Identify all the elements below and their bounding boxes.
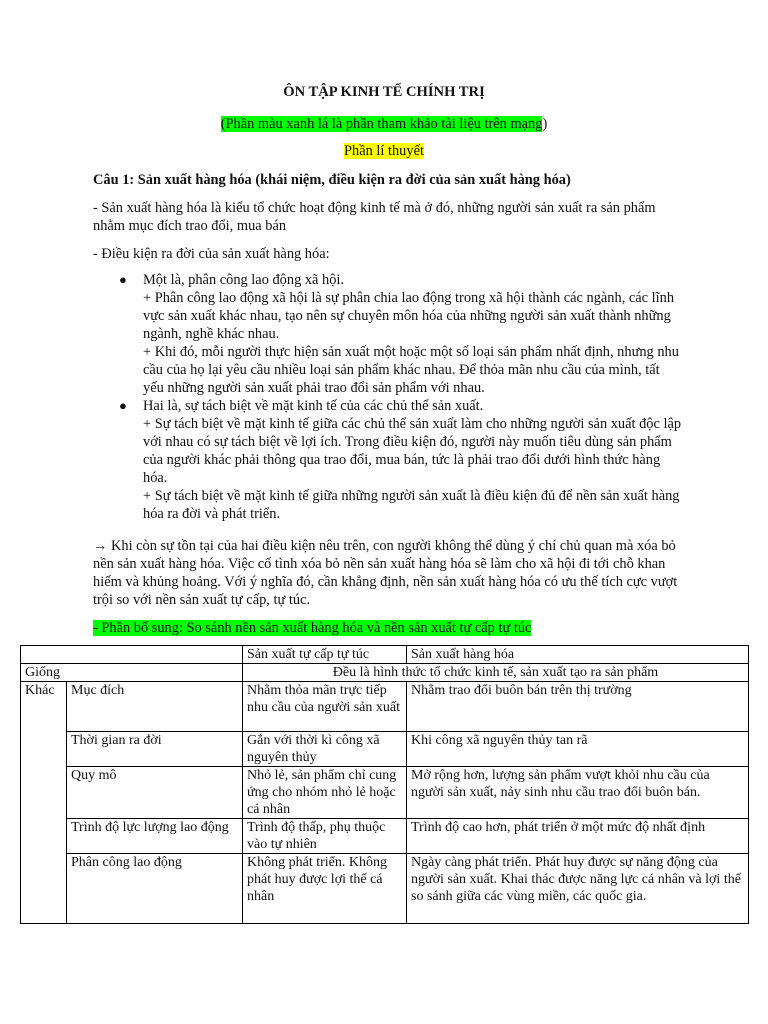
table-row <box>21 767 749 819</box>
conclusion-text: Khi còn sự tồn tại của hai điều kiện nêu trên, con người không thể dùng ý chí chủ quan mà xóa bỏ nền sản xuất hàng hóa. Việc cố tình xóa bỏ nền sản xuất hàng hóa sẽ làm cho xã hội đi tới chỗ khan hiếm và khủng hoảng. Với ý nghĩa đó, cần khẳng định, nền sản xuất hàng hóa có ưu thế tích cực vượt trội so với nền sản xuất tự cấp, tự túc. <box>93 538 678 608</box>
table-row <box>21 732 749 767</box>
criterion-cell: Trình độ lực lượng lao động <box>67 819 243 854</box>
conclusion-paragraph <box>93 537 683 609</box>
section-heading <box>0 143 768 160</box>
table-row <box>21 682 749 732</box>
bullet-line: + Sự tách biệt về mặt kinh tế giữa các chủ thể sản xuất làm cho những người sản xuất độc lập với nhau có sự tách biệt về lợi ích. Trong điều kiện đó, người này muốn tiêu dùng sản phẩm của người khác phải thông qua trao đổi, mua bán, tức là phải trao đổi dưới hình thức hàng hóa. <box>143 416 682 486</box>
subsistence-cell: Trình độ thấp, phụ thuộc vào tự nhiên <box>243 819 407 854</box>
list-item <box>0 271 683 397</box>
criterion-cell: Thời gian ra đời <box>67 732 243 767</box>
reference-note-close: ) <box>542 116 548 132</box>
table-row <box>21 819 749 854</box>
subsistence-cell: Gắn với thời kì công xã nguyên thủy <box>243 732 407 767</box>
table-header-row <box>21 646 749 664</box>
list-item <box>0 397 683 523</box>
diff-label: Khác <box>21 682 67 924</box>
supplement-heading <box>93 619 683 637</box>
commodity-cell: Mở rộng hơn, lượng sản phẩm vượt khỏi nhu cầu của người sản xuất, nảy sinh nhu cầu trao đổi buôn bán. <box>407 767 749 819</box>
subsistence-cell: Nhỏ lẻ, sản phẩm chỉ cung ứng cho nhóm nhỏ lẻ hoặc cá nhân <box>243 767 407 819</box>
bullet-line: Hai là, sự tách biệt về mặt kinh tế của các chủ thể sản xuất. <box>143 398 484 414</box>
subsistence-cell: Không phát triển. Không phát huy được lợi thế cá nhân <box>243 854 407 924</box>
commodity-cell: Khi công xã nguyên thủy tan rã <box>407 732 749 767</box>
bullet-line: + Sự tách biệt về mặt kinh tế giữa những người sản xuất là điều kiện đủ để nền sản xuất hàng hóa ra đời và phát triển. <box>143 488 680 522</box>
bullet-icon: ● <box>119 272 127 287</box>
table-row-same <box>21 664 749 682</box>
conditions-intro: - Điều kiện ra đời của sản xuất hàng hóa: <box>93 246 330 262</box>
question-heading: Câu 1: Sản xuất hàng hóa (khái niệm, điều kiện ra đời của sản xuất hàng hóa) <box>93 172 571 188</box>
supplement-heading-text: - Phần bổ sung: So sánh nền sản xuất hàng hóa và nền sản xuất tự cấp tự túc <box>93 620 532 636</box>
bullet-line: Một là, phân công lao động xã hội. <box>143 272 345 288</box>
commodity-cell: Ngày càng phát triển. Phát huy được sự năng động của người sản xuất. Khai thác được năng lực cá nhân và lợi thế so sánh giữa các vùng miền, các quốc gia. <box>407 854 749 924</box>
definition-paragraph: - Sản xuất hàng hóa là kiểu tổ chức hoạt động kinh tế mà ở đó, những người sản xuất ra sản phẩm nhằm mục đích trao đổi, mua bán <box>93 200 656 234</box>
criterion-cell: Mục đích <box>67 682 243 732</box>
same-label: Giống <box>21 664 243 682</box>
subsistence-cell: Nhằm thỏa mãn trực tiếp nhu cầu của người sản xuất <box>243 682 407 732</box>
header-commodity: Sản xuất hàng hóa <box>407 646 749 664</box>
reference-note-text: Phần màu xanh lá là phần tham khảo tài liệu trên mạng <box>225 116 543 132</box>
table-row <box>21 854 749 924</box>
reference-note <box>0 116 768 133</box>
comparison-table <box>20 645 749 924</box>
bullet-line: + Phân công lao động xã hội là sự phân chia lao động trong xã hội thành các ngành, các lĩnh vực sản xuất khác nhau, tạo nên sự chuyên môn hóa của những người sản xuất thành những ngành, nghề khác nhau. <box>143 290 675 342</box>
bullet-line: + Khi đó, mỗi người thực hiện sản xuất một hoặc một số loại sản phẩm nhất định, nhưng nhu cầu của họ lại yêu cầu nhiều loại sản phẩm khác nhau. Để thỏa mãn nhu cầu của mình, tất yếu những người sản xuất phải trao đổi sản phẩm với nhau. <box>143 344 679 396</box>
reference-note-open: ( <box>220 116 226 132</box>
commodity-cell: Nhằm trao đổi buôn bán trên thị trường <box>407 682 749 732</box>
conditions-list <box>0 271 768 523</box>
section-heading-text: Phần lí thuyết <box>344 143 424 159</box>
header-subsistence: Sản xuất tự cấp tự túc <box>243 646 407 664</box>
commodity-cell: Trình độ cao hơn, phát triển ở một mức độ nhất định <box>407 819 749 854</box>
bullet-icon: ● <box>119 398 127 413</box>
criterion-cell: Quy mô <box>67 767 243 819</box>
document-title: ÔN TẬP KINH TẾ CHÍNH TRỊ <box>283 84 485 100</box>
arrow-icon: → <box>93 538 108 554</box>
criterion-cell: Phân công lao động <box>67 854 243 924</box>
table-corner-cell <box>21 646 243 664</box>
same-text: Đều là hình thức tổ chức kinh tế, sản xuất tạo ra sản phẩm <box>243 664 749 682</box>
